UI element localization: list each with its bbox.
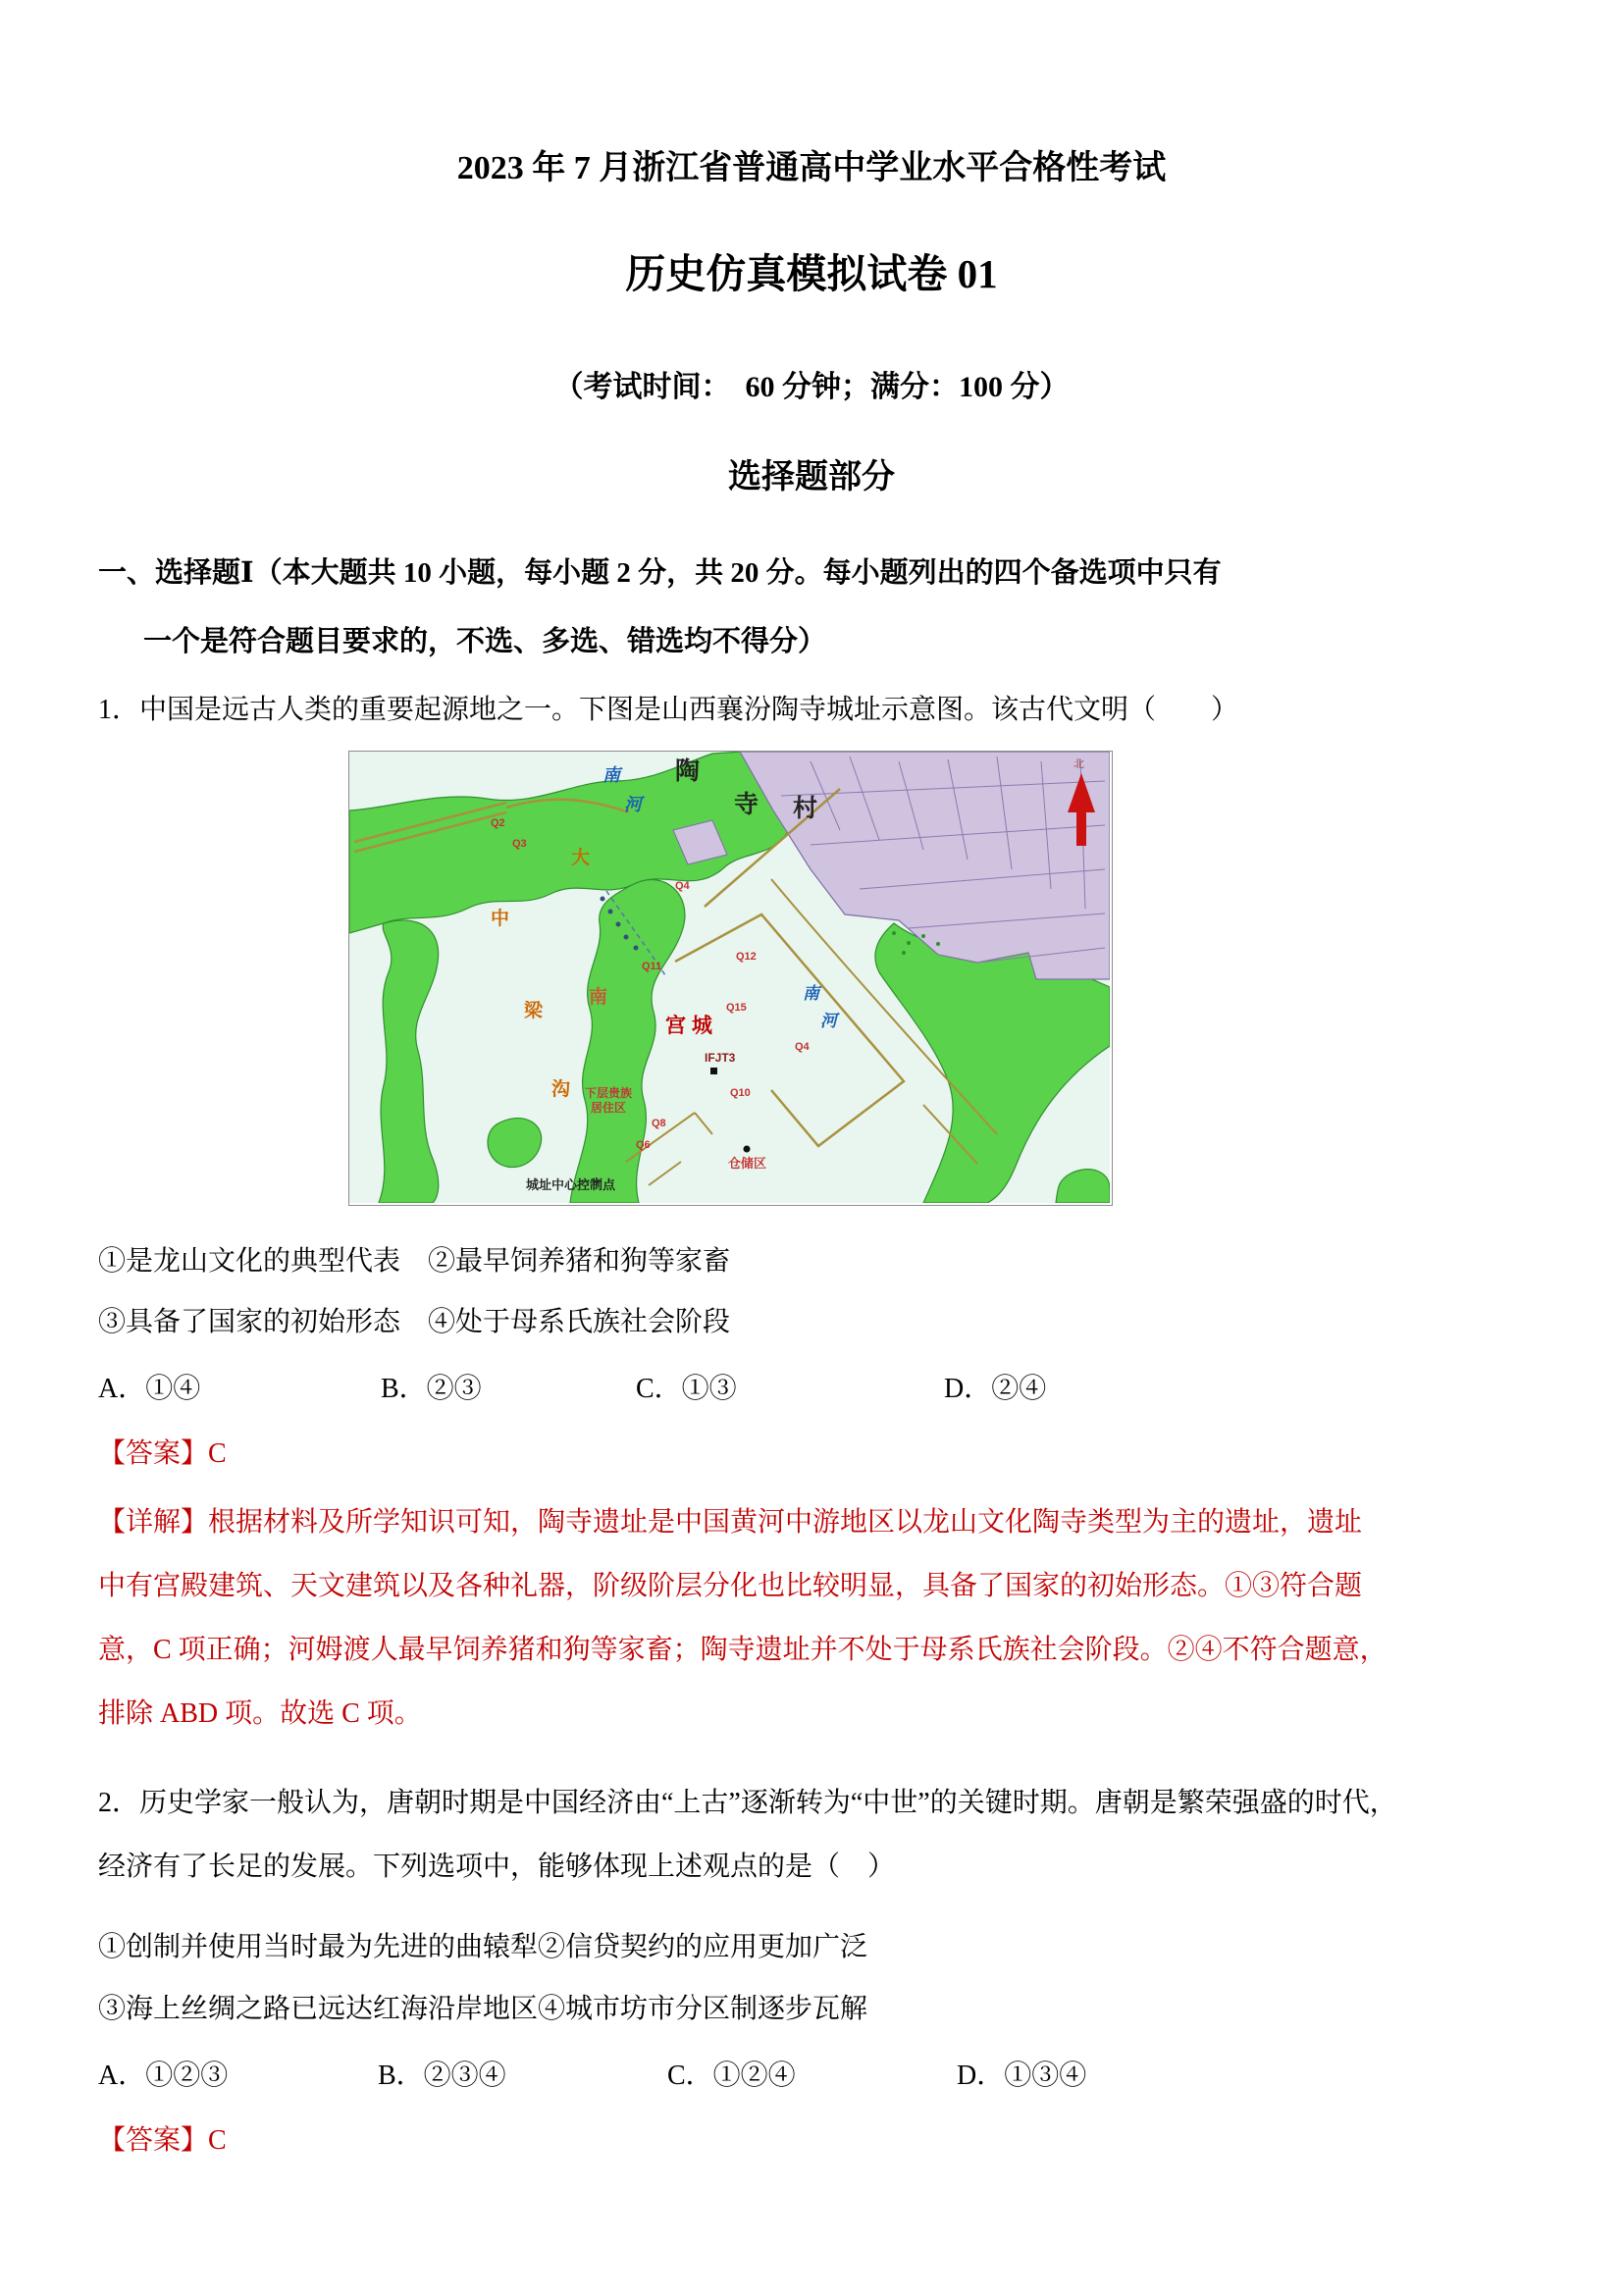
question-1 <box>98 682 1544 1746</box>
wall-label-q15: Q15 <box>726 1002 747 1014</box>
taosi-site-map-figure <box>348 751 1113 1206</box>
wall-label-q2: Q2 <box>491 817 505 829</box>
q2-choice-d: D．①③④ <box>957 2061 1087 2091</box>
q2-choice-a: A．①②③ <box>98 2061 229 2091</box>
wall-label-q8: Q8 <box>652 1118 666 1129</box>
q2-choices-row <box>98 2054 1544 2099</box>
taosi-site-map-svg <box>349 752 1110 1203</box>
wall-label-q11: Q11 <box>642 961 662 972</box>
river-label-top-2: 河 <box>624 795 642 814</box>
q2-stem-line2: 经济有了长足的发展。下列选项中，能够体现上述观点的是（ ） <box>98 1852 896 1882</box>
paper-title-line1: 2023 年 7 月浙江省普通高中学业水平合格性考试 <box>456 150 1167 186</box>
q1-answer-value: C <box>208 1438 227 1469</box>
q1-explanation-line3: 意，C 项正确；河姆渡人最早饲养猪和狗等家畜；陶寺遗址并不处于母系氏族社会阶段。②④不符合题意， <box>98 1635 1387 1665</box>
wall-label-q6: Q6 <box>636 1139 651 1151</box>
q2-option-line1: ①创制并使用当时最为先进的曲辕犁②信贷契约的应用更加广泛 <box>98 1932 868 1962</box>
q2-choice-c: C．①②④ <box>667 2061 796 2091</box>
q1-answer-line <box>98 1432 1544 1477</box>
question-2-stem <box>98 1771 1544 1899</box>
q1-option-line2: ③具备了国家的初始形态 ④处于母系氏族社会阶段 <box>98 1307 731 1337</box>
instruction-line1: 一、选择题Ⅰ（本大题共 10 小题，每小题 2 分，共 20 分。每小题列出的四个备选项中只有 <box>98 557 1222 589</box>
north-label: 北 <box>1073 758 1084 770</box>
storage-area-label: 仓储区 <box>728 1156 767 1171</box>
q1-choices-row <box>98 1367 1544 1412</box>
question-1-stem: 1．中国是远古人类的重要起源地之一。下图是山西襄汾陶寺城址示意图。该古代文明（ ） <box>98 695 1239 725</box>
q2-answer-value: C <box>208 2125 227 2156</box>
q1-choice-d: D．②④ <box>944 1374 1047 1404</box>
village-label-3: 村 <box>793 795 818 822</box>
gully-label-nan: 南 <box>589 987 608 1008</box>
instruction-line2: 一个是符合题目要求的，不选、多选、错选均不得分） <box>143 626 827 657</box>
gully-label-da: 大 <box>571 848 591 868</box>
q2-choice-b: B．②③④ <box>378 2061 506 2091</box>
control-point-label: 城址中心控制点 <box>526 1177 616 1192</box>
wall-label-q4a: Q4 <box>675 880 690 892</box>
q1-explanation <box>98 1490 1544 1746</box>
wall-label-q4b: Q4 <box>795 1041 810 1053</box>
question-2 <box>98 1771 1544 2164</box>
q2-answer-line <box>98 2118 1544 2164</box>
q2-stem-line1: 2．历史学家一般认为，唐朝时期是中国经济由“上古”逐渐转为“中世”的关键时期。唐朝是繁荣强盛的时代， <box>98 1788 1397 1818</box>
section-title: 选择题部分 <box>728 459 895 496</box>
q1-choice-b: B．②③ <box>381 1374 482 1404</box>
exam-info: （考试时间： 60 分钟；满分：100 分） <box>553 371 1070 403</box>
river-label-right-1: 南 <box>803 984 819 1003</box>
q1-choice-a: A．①④ <box>98 1374 201 1404</box>
nobles-area-label-2: 居住区 <box>591 1101 627 1115</box>
wall-label-q3: Q3 <box>512 838 527 850</box>
q1-option-line1: ①是龙山文化的典型代表 ②最早饲养猪和狗等家畜 <box>98 1246 731 1277</box>
palace-label: 宫 城 <box>665 1015 712 1037</box>
gully-label-liang: 梁 <box>524 1001 544 1021</box>
gully-label-gou: 沟 <box>551 1079 571 1100</box>
q2-option-line2: ③海上丝绸之路已远达红海沿岸地区④城市坊市分区制逐步瓦解 <box>98 1994 868 2024</box>
q1-explanation-line1: 【详解】根据材料及所学知识可知，陶寺遗址是中国黄河中游地区以龙山文化陶寺类型为主的遗址，遗址 <box>98 1507 1363 1538</box>
wall-label-q10: Q10 <box>730 1087 751 1099</box>
paper-title-line2: 历史仿真模拟试卷 01 <box>625 251 998 296</box>
q1-explanation-line4: 排除 ABD 项。故选 C 项。 <box>98 1698 422 1729</box>
village-label-1: 陶 <box>675 757 701 785</box>
q1-answer-label: 【答案】 <box>98 1438 209 1469</box>
trench-label-ifjt3: IFJT3 <box>705 1051 736 1065</box>
q1-explanation-line2: 中有宫殿建筑、天文建筑以及各种礼器，阶级阶层分化也比较明显，具备了国家的初始形态。①③符合题 <box>98 1571 1363 1601</box>
wall-label-q12: Q12 <box>736 951 757 963</box>
q1-choice-c: C．①③ <box>636 1374 737 1404</box>
nobles-area-label-1: 下层贵族 <box>585 1086 633 1100</box>
gully-label-zhong: 中 <box>491 909 510 929</box>
section-instructions <box>98 539 1544 676</box>
q2-answer-label: 【答案】 <box>98 2125 209 2156</box>
river-label-top-1: 南 <box>602 765 620 785</box>
river-label-right-2: 河 <box>820 1012 837 1030</box>
village-label-2: 寺 <box>734 791 759 818</box>
